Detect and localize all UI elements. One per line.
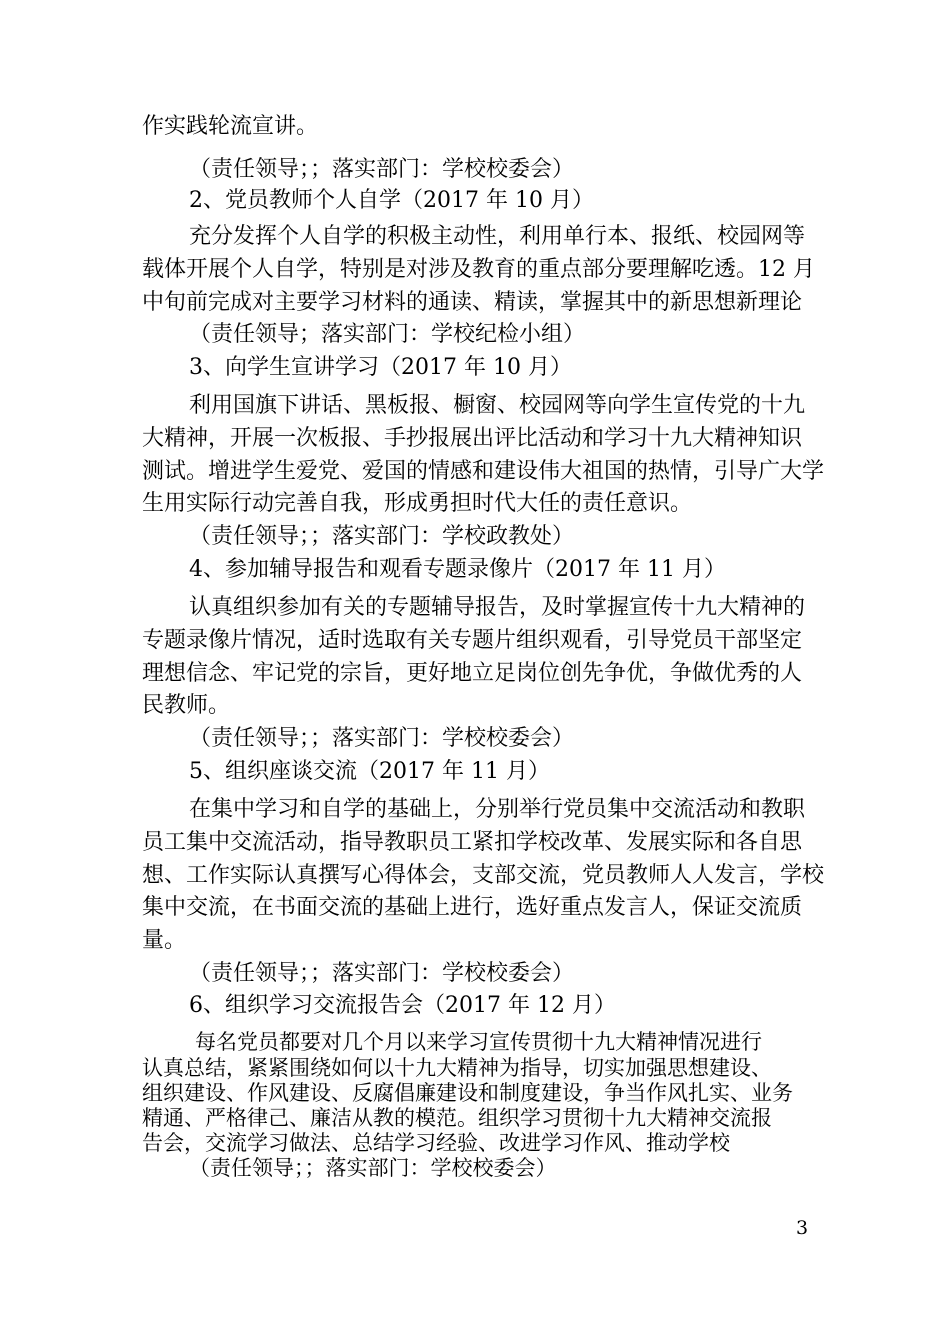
text-line: 利用国旗下讲话、黑板报、橱窗、校园网等向学生宣传党的十九 xyxy=(189,393,806,418)
page-number: 3 xyxy=(796,1217,809,1239)
text-line: 组织建设、作风建设、反腐倡廉建设和制度建设，争当作风扎实、业务 xyxy=(142,1081,793,1105)
text-line: 量。 xyxy=(142,928,187,953)
text-line: 3、向学生宣讲学习（2017 年 10 月） xyxy=(189,355,572,380)
text-line: 精通、严格律己、廉洁从教的模范。组织学习贯彻十九大精神交流报 xyxy=(142,1106,772,1130)
text-line: 充分发挥个人自学的积极主动性，利用单行本、报纸、校园网等 xyxy=(189,224,806,249)
text-line: 6、组织学习交流报告会（2017 年 12 月） xyxy=(189,993,616,1018)
text-line: 5、组织座谈交流（2017 年 11 月） xyxy=(189,759,550,784)
text-line: 告会，交流学习做法、总结学习经验、改进学习作风、推动学校 xyxy=(142,1131,730,1155)
text-line: 集中交流，在书面交流的基础上进行，选好重点发言人，保证交流质 xyxy=(142,895,803,920)
text-line: 2、党员教师个人自学（2017 年 10 月） xyxy=(189,188,594,213)
text-line: 测试。增进学生爱党、爱国的情感和建设伟大祖国的热情，引导广大学 xyxy=(142,459,825,484)
text-line: 员工集中交流活动，指导教职员工紧扣学校改革、发展实际和各自思 xyxy=(142,830,803,855)
text-line: （责任领导；；落实部门：学校校委会） xyxy=(189,1156,557,1180)
text-line: 认真组织参加有关的专题辅导报告，及时掌握宣传十九大精神的 xyxy=(189,595,806,620)
text-line: （责任领导；；落实部门：学校校委会） xyxy=(189,157,575,182)
text-line: （责任领导；落实部门：学校纪检小组） xyxy=(189,322,586,347)
text-line: 认真总结，紧紧围绕如何以十九大精神为指导，切实加强思想建设、 xyxy=(142,1056,772,1080)
text-line: 专题录像片情况，适时选取有关专题片组织观看，引导党员干部坚定 xyxy=(142,628,803,653)
text-line: 大精神，开展一次板报、手抄报展出评比活动和学习十九大精神知识 xyxy=(142,426,803,451)
text-line: 理想信念、牢记党的宗旨，更好地立足岗位创先争优，争做优秀的人 xyxy=(142,661,803,686)
text-line: 在集中学习和自学的基础上，分别举行党员集中交流活动和教职 xyxy=(189,797,806,822)
text-line: 想、工作实际认真撰写心得体会，支部交流，党员教师人人发言，学校 xyxy=(142,863,825,888)
text-line: （责任领导；；落实部门：学校政教处） xyxy=(189,524,575,549)
text-line: 民教师。 xyxy=(142,693,231,718)
text-line: 4、参加辅导报告和观看专题录像片（2017 年 11 月） xyxy=(189,557,726,582)
text-line: 每名党员都要对几个月以来学习宣传贯彻十九大精神情况进行 xyxy=(195,1030,762,1054)
text-line: 载体开展个人自学，特别是对涉及教育的重点部分要理解吃透。12 月 xyxy=(142,257,815,282)
text-line: （责任领导；；落实部门：学校校委会） xyxy=(189,961,575,986)
text-line: （责任领导；；落实部门：学校校委会） xyxy=(189,726,575,751)
text-line: 中旬前完成对主要学习材料的通读、精读，掌握其中的新思想新理论 xyxy=(142,290,803,315)
text-line: 作实践轮流宣讲。 xyxy=(142,114,319,139)
text-line: 生用实际行动完善自我，形成勇担时代大任的责任意识。 xyxy=(142,491,693,516)
